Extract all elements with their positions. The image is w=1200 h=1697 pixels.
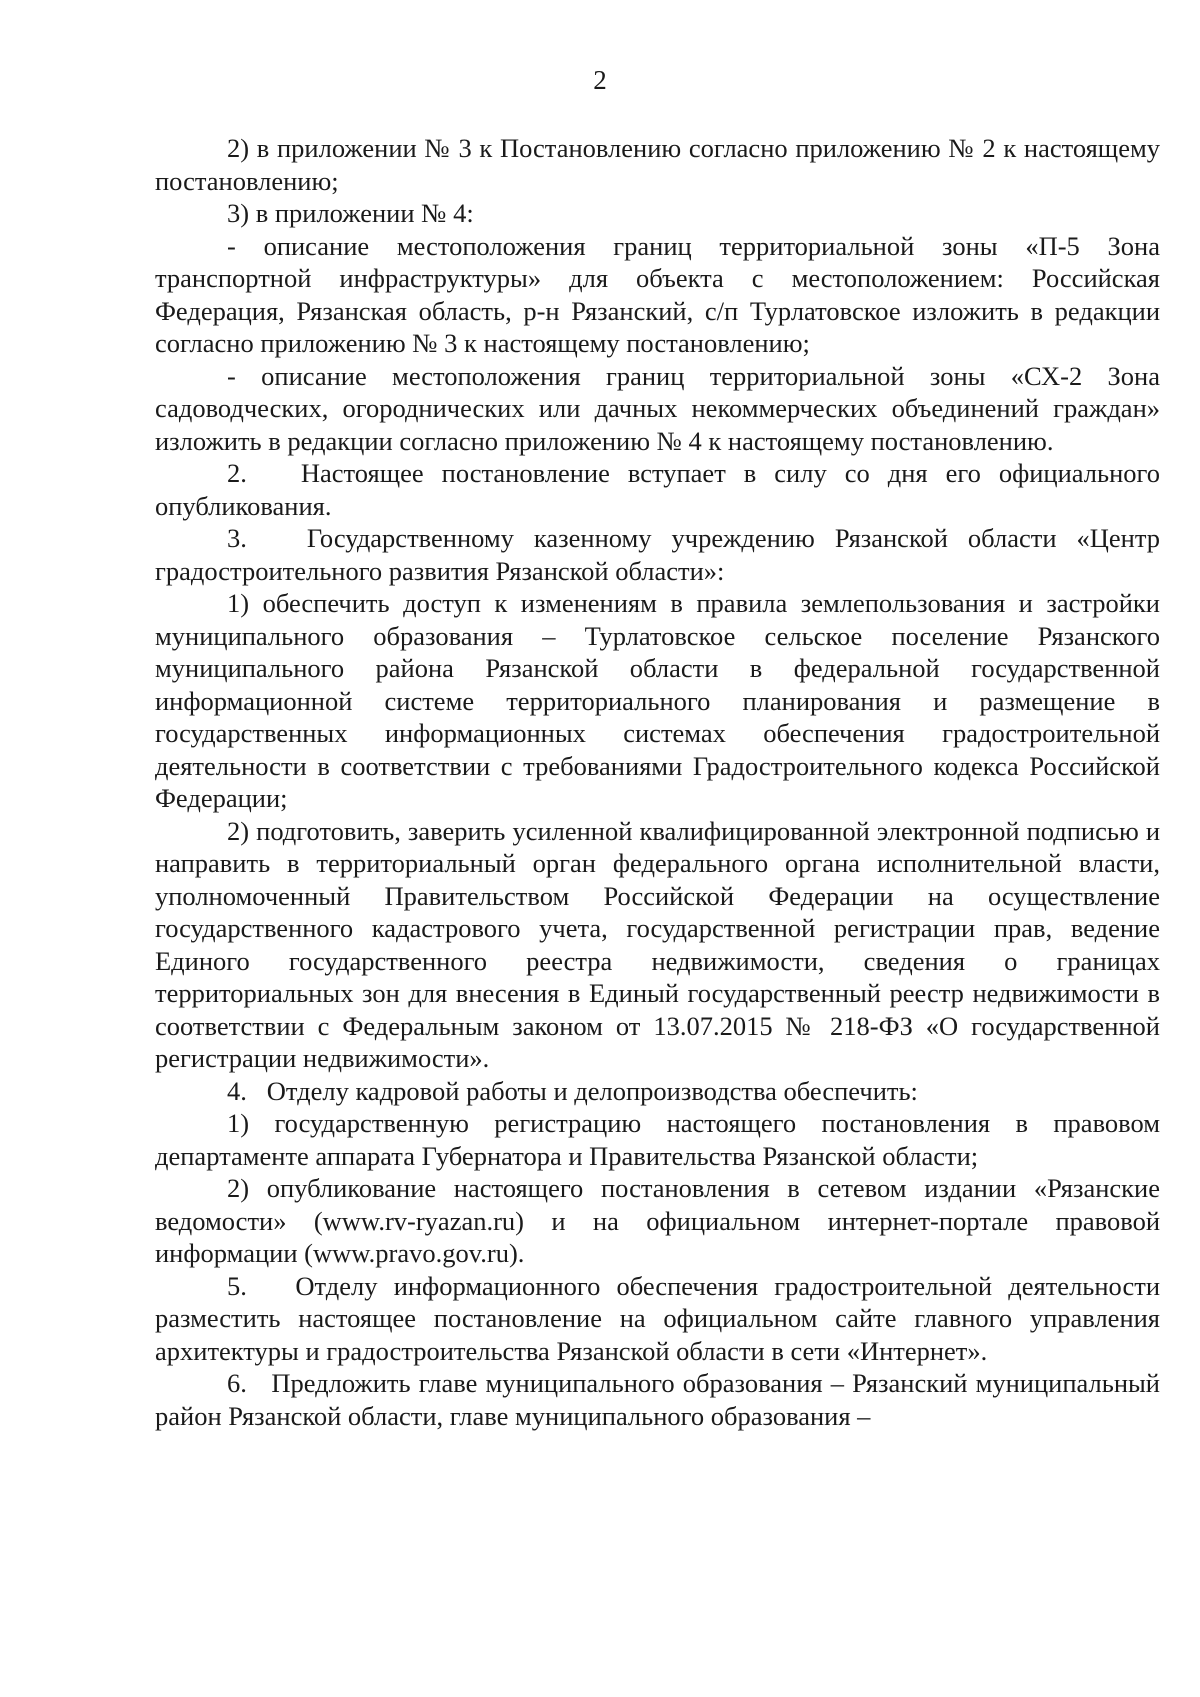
paragraph-clause-6: 6. Предложить главе муниципального образования – Рязанский муниципальный район Рязанской области, главе муниципального образования –	[155, 1368, 1160, 1431]
page-number: 2	[593, 65, 607, 95]
paragraph-item-2: 2) в приложении № 3 к Постановлению согласно приложению № 2 к настоящему постановлению;	[155, 133, 1160, 196]
document-body	[155, 132, 1160, 1432]
paragraph-clause-3-2: 2) подготовить, заверить усиленной квалифицированной электронной подписью и направить в территориальный орган федерального органа исполнительной власти, уполномоченный Правительством Российской Федерации на осуществление государственного кадастрового учета, государственной регистрации прав, ведение Единого государственного реестра недвижимости, сведения о границах территориальных зон для внесения в Единый государственный реестр недвижимости в соответствии с Федеральным законом от 13.07.2015 № 218-ФЗ «О государственной регистрации недвижимости».	[155, 815, 1160, 1073]
paragraph-clause-3: 3. Государственному казенному учреждению Рязанской области «Центр градостроительного развития Рязанской области»:	[155, 523, 1160, 586]
paragraph-item-3: 3) в приложении № 4:	[227, 198, 474, 228]
paragraph-clause-5: 5. Отделу информационного обеспечения градостроительной деятельности разместить настоящее постановление на официальном сайте главного управления архитектуры и градостроительства Рязанской области в сети «Интернет».	[155, 1270, 1160, 1366]
paragraph-zone-p5: - описание местоположения границ территориальной зоны «П-5 Зона транспортной инфраструктуры» для объекта с местоположением: Российская Федерация, Рязанская область, р-н Рязанский, с/п Турлатовское изложить в редакции согласно приложению № 3 к настоящему постановлению;	[155, 230, 1160, 358]
paragraph-clause-4: 4. Отделу кадровой работы и делопроизводства обеспечить:	[227, 1075, 918, 1106]
paragraph-clause-2: 2. Настоящее постановление вступает в силу со дня его официального опубликования.	[155, 458, 1160, 521]
paragraph-clause-4-2: 2) опубликование настоящего постановления в сетевом издании «Рязанские ведомости» (www.rv-ryazan.ru) и на официальном интернет-портале правовой информации (www.pravo.gov.ru).	[155, 1173, 1160, 1268]
paragraph-zone-sh2: - описание местоположения границ территориальной зоны «СХ-2 Зона садоводческих, огороднических или дачных некоммерческих объединений граждан» изложить в редакции согласно приложению № 4 к настоящему постановлению.	[155, 360, 1160, 456]
paragraph-clause-4-1: 1) государственную регистрацию настоящего постановления в правовом департаменте аппарата Губернатора и Правительства Рязанской области;	[155, 1108, 1160, 1171]
paragraph-clause-3-1: 1) обеспечить доступ к изменениям в правила землепользования и застройки муниципального образования – Турлатовское сельское поселение Рязанского муниципального района Рязанской области в федеральной государственной информационной системе территориального планирования и размещение в государственных информационных системах обеспечения градостроительной деятельности в соответствии с требованиями Градостроительного кодекса Российской Федерации;	[155, 588, 1160, 813]
